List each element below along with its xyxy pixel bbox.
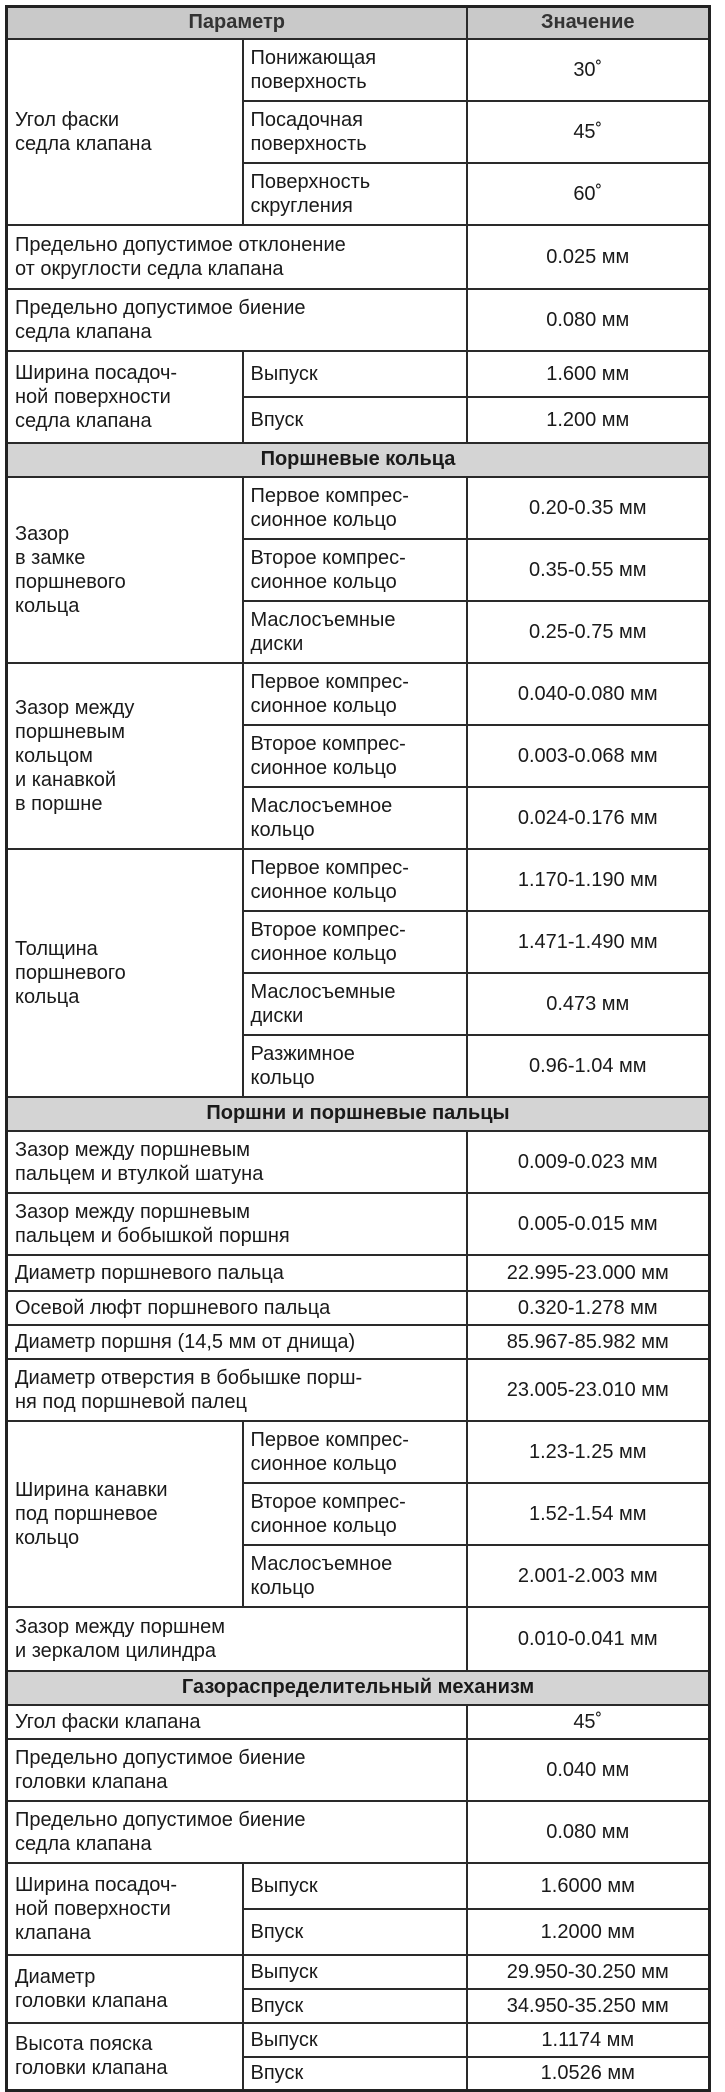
table-row (7, 477, 710, 539)
param-cell: Толщина поршневого кольца (7, 849, 243, 1097)
value-cell: 0.005-0.015 мм (467, 1193, 710, 1255)
table-row (7, 1193, 710, 1255)
value-cell: 60˚ (467, 163, 710, 225)
table-row (7, 1739, 710, 1801)
param-cell: Зазор между поршневым пальцем и бобышкой поршня (7, 1193, 467, 1255)
param-cell: Второе компрес- сионное кольцо (243, 539, 467, 601)
table-row (7, 1097, 710, 1131)
param-cell: Первое компрес- сионное кольцо (243, 663, 467, 725)
value-cell: 0.040-0.080 мм (467, 663, 710, 725)
param-cell: Диаметр поршня (14,5 мм от днища) (7, 1325, 467, 1359)
table-row (7, 39, 710, 101)
param-cell: Понижающая поверхность (243, 39, 467, 101)
value-cell: 23.005-23.010 мм (467, 1359, 710, 1421)
value-cell: 2.001-2.003 мм (467, 1545, 710, 1607)
param-cell: Поверхность скругления (243, 163, 467, 225)
param-cell: Выпуск (243, 1863, 467, 1909)
param-cell: Осевой люфт поршневого пальца (7, 1291, 467, 1325)
table-row (7, 1255, 710, 1291)
value-cell: 0.025 мм (467, 225, 710, 289)
value-cell: 0.080 мм (467, 289, 710, 351)
param-cell: Первое компрес- сионное кольцо (243, 1421, 467, 1483)
param-cell: Впуск (243, 397, 467, 443)
param-cell: Второе компрес- сионное кольцо (243, 911, 467, 973)
param-cell: Угол фаски клапана (7, 1705, 467, 1739)
value-cell: 1.2000 мм (467, 1909, 710, 1955)
value-cell: 45˚ (467, 1705, 710, 1739)
table-row (7, 1291, 710, 1325)
value-column-header: Значение (467, 7, 710, 39)
param-cell: Зазор между поршневым пальцем и втулкой шатуна (7, 1131, 467, 1193)
param-cell: Впуск (243, 1989, 467, 2023)
value-cell: 0.473 мм (467, 973, 710, 1035)
param-cell: Диаметр поршневого пальца (7, 1255, 467, 1291)
table-row (7, 225, 710, 289)
value-cell: 0.010-0.041 мм (467, 1607, 710, 1671)
table-row (7, 1131, 710, 1193)
table-row (7, 351, 710, 397)
param-cell: Маслосъемные диски (243, 973, 467, 1035)
table-row (7, 1671, 710, 1705)
value-cell: 0.320-1.278 мм (467, 1291, 710, 1325)
param-cell: Выпуск (243, 351, 467, 397)
param-cell: Диаметр отверстия в бобышке порш- ня под поршневой палец (7, 1359, 467, 1421)
table-row (7, 1705, 710, 1739)
param-cell: Зазор в замке поршневого кольца (7, 477, 243, 663)
table-row (7, 1325, 710, 1359)
value-cell: 45˚ (467, 101, 710, 163)
table-row (7, 1801, 710, 1863)
param-cell: Второе компрес- сионное кольцо (243, 1483, 467, 1545)
param-cell: Ширина канавки под поршневое кольцо (7, 1421, 243, 1607)
value-cell: 22.995-23.000 мм (467, 1255, 710, 1291)
value-cell: 0.96-1.04 мм (467, 1035, 710, 1097)
param-cell: Угол фаски седла клапана (7, 39, 243, 225)
value-cell: 1.6000 мм (467, 1863, 710, 1909)
value-cell: 1.471-1.490 мм (467, 911, 710, 973)
value-cell: 0.080 мм (467, 1801, 710, 1863)
param-cell: Второе компрес- сионное кольцо (243, 725, 467, 787)
param-cell: Впуск (243, 1909, 467, 1955)
param-cell: Выпуск (243, 2023, 467, 2057)
spec-table (5, 5, 711, 2092)
value-cell: 0.040 мм (467, 1739, 710, 1801)
value-cell: 0.009-0.023 мм (467, 1131, 710, 1193)
param-cell: Ширина посадоч- ной поверхности клапана (7, 1863, 243, 1955)
param-cell: Маслосъемное кольцо (243, 787, 467, 849)
value-cell: 85.967-85.982 мм (467, 1325, 710, 1359)
value-cell: 34.950-35.250 мм (467, 1989, 710, 2023)
param-cell: Зазор между поршнем и зеркалом цилиндра (7, 1607, 467, 1671)
param-cell: Выпуск (243, 1955, 467, 1989)
param-cell: Предельно допустимое биение головки клапана (7, 1739, 467, 1801)
table-row (7, 1863, 710, 1909)
param-cell: Предельно допустимое отклонение от округлости седла клапана (7, 225, 467, 289)
value-cell: 1.170-1.190 мм (467, 849, 710, 911)
value-cell: 29.950-30.250 мм (467, 1955, 710, 1989)
section-title: Газораспределительный механизм (7, 1671, 710, 1705)
value-cell: 0.003-0.068 мм (467, 725, 710, 787)
value-cell: 0.35-0.55 мм (467, 539, 710, 601)
table-row (7, 1955, 710, 1989)
param-cell: Первое компрес- сионное кольцо (243, 849, 467, 911)
table-header-row (7, 7, 710, 39)
table-row (7, 2023, 710, 2057)
param-cell: Предельно допустимое биение седла клапана (7, 1801, 467, 1863)
param-cell: Высота пояска головки клапана (7, 2023, 243, 2091)
param-column-header: Параметр (7, 7, 467, 39)
value-cell: 1.23-1.25 мм (467, 1421, 710, 1483)
table-body (7, 39, 710, 2091)
section-title: Поршни и поршневые пальцы (7, 1097, 710, 1131)
param-cell: Диаметр головки клапана (7, 1955, 243, 2023)
section-title: Поршневые кольца (7, 443, 710, 477)
value-cell: 0.024-0.176 мм (467, 787, 710, 849)
value-cell: 1.600 мм (467, 351, 710, 397)
table-row (7, 1359, 710, 1421)
value-cell: 1.52-1.54 мм (467, 1483, 710, 1545)
table-row (7, 1607, 710, 1671)
value-cell: 1.1174 мм (467, 2023, 710, 2057)
value-cell: 30˚ (467, 39, 710, 101)
table-row (7, 1421, 710, 1483)
param-cell: Разжимное кольцо (243, 1035, 467, 1097)
table-row (7, 663, 710, 725)
value-cell: 0.20-0.35 мм (467, 477, 710, 539)
table-row (7, 849, 710, 911)
param-cell: Маслосъемные диски (243, 601, 467, 663)
param-cell: Ширина посадоч- ной поверхности седла клапана (7, 351, 243, 443)
value-cell: 1.0526 мм (467, 2057, 710, 2091)
table-row (7, 443, 710, 477)
param-cell: Посадочная поверхность (243, 101, 467, 163)
param-cell: Первое компрес- сионное кольцо (243, 477, 467, 539)
param-cell: Зазор между поршневым кольцом и канавкой в поршне (7, 663, 243, 849)
value-cell: 0.25-0.75 мм (467, 601, 710, 663)
param-cell: Маслосъемное кольцо (243, 1545, 467, 1607)
table-row (7, 289, 710, 351)
value-cell: 1.200 мм (467, 397, 710, 443)
param-cell: Впуск (243, 2057, 467, 2091)
param-cell: Предельно допустимое биение седла клапана (7, 289, 467, 351)
